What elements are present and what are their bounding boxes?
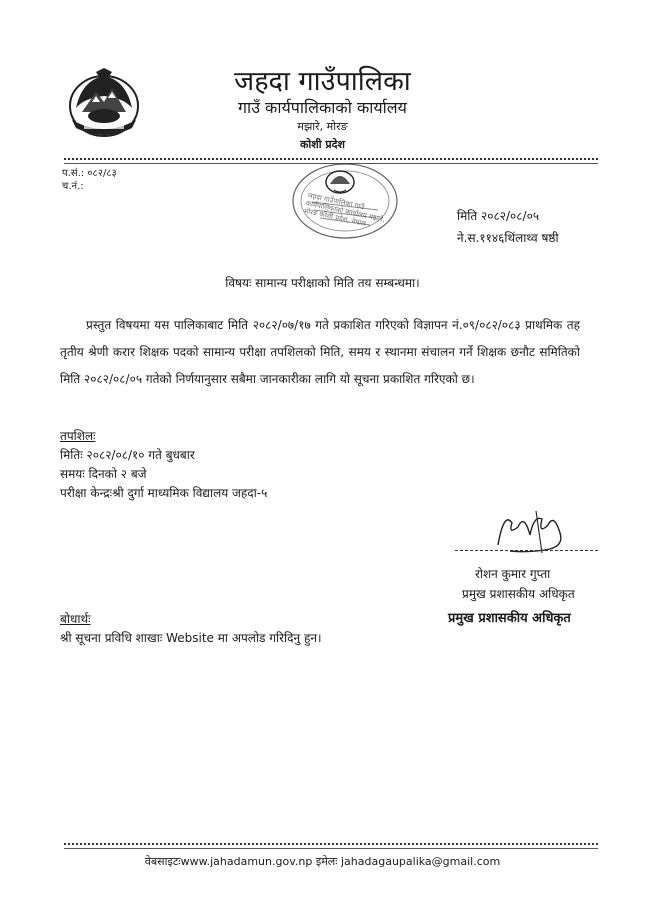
footer-rule-thin: [64, 848, 598, 849]
website-link[interactable]: www.jahadamun.gov.np: [180, 855, 313, 868]
letter-body: [60, 312, 580, 393]
designation-stamp: प्रमुख प्रशासकीय अधिकृत: [448, 611, 571, 626]
office-stamp-text: जहदा गाउँपालिका गाउँ कार्यपालिकाको कार्यालय मझारे, मोरङ कोशी प्रदेश, नेपाल: [303, 191, 386, 228]
footer-contact: [0, 855, 645, 869]
signatory-designation: प्रमुख प्रशासकीय अधिकृत: [462, 587, 575, 601]
cc-heading: बोधार्थः: [60, 612, 91, 626]
date-miti: मिति २०८२/०८/०५: [457, 209, 540, 223]
header-rule: [64, 158, 598, 160]
address-line-2: कोशी प्रदेश: [299, 138, 346, 151]
cc-text: श्री सूचना प्रविधि शाखाः Website मा अपलोड गरिदिनु हुन।: [60, 631, 322, 645]
signature-line: [455, 550, 598, 551]
signatory-name: रोशन कुमार गुप्ता: [475, 567, 551, 581]
body-paragraph: प्रस्तुत विषयमा यस पालिकाबाट मिति २०८२/०७/१७ गते प्रकाशित गरिएको विज्ञापन नं.०९/०८२/०८३ प्राथमिक तह तृतीय श्रेणी करार शिक्षक पदको सामान्य परीक्षा तपशिलको मिति, समय र स्थानमा संचालन गर्ने शिक्षक छनौट समितिको मिति २०८२/०८/०५ गतेको निर्णयानुसार सबैमा जानकारीका लागि यो सूचना प्रकाशित गरिएको छ।: [60, 318, 580, 386]
letter-subject: विषयः सामान्य परीक्षाको मिति तय सम्बन्धमा।: [225, 276, 420, 290]
office-title: जहदा गाउँपालिका: [234, 66, 411, 97]
schedule-center: परीक्षा केन्द्रःश्री दुर्गा माध्यमिक विद्यालय जहदा-५: [60, 486, 268, 500]
email-link[interactable]: jahadagaupalika@gmail.com: [340, 855, 501, 868]
schedule-time: समयः दिनको २ बजे: [60, 467, 147, 481]
schedule-date: मितिः २०८२/०८/१० गते बुधबार: [60, 448, 195, 462]
office-subtitle: गाउँ कार्यपालिकाको कार्यालय: [238, 98, 407, 117]
website-label: वेबसाइटः: [144, 855, 181, 868]
letter-number: प.सं.: ०८२/८३: [62, 168, 117, 179]
dispatch-number: च.नं.:: [62, 181, 84, 192]
address-line-1: मझारे, मोरङ: [297, 120, 348, 133]
schedule-heading: तपशिलः: [60, 429, 96, 443]
email-label: इमेलः: [315, 855, 338, 868]
footer-rule: [64, 843, 598, 845]
date-nepal-sambat: ने.स.११४६थिंलाथ्व षष्ठी: [457, 231, 559, 245]
